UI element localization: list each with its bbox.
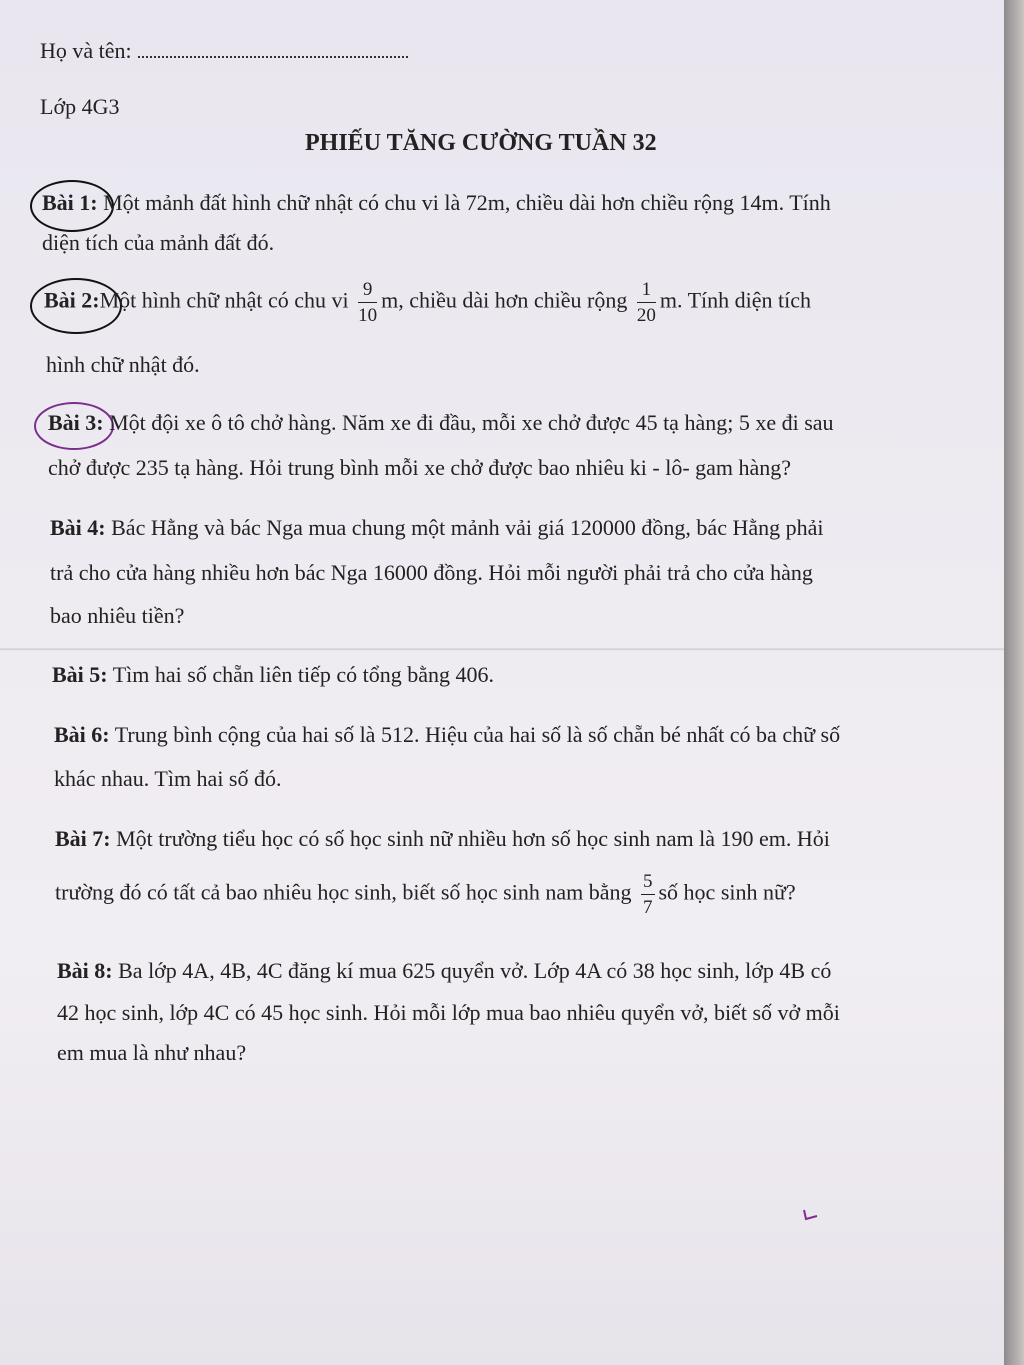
problem-7-line1 <box>55 826 830 852</box>
problem-2-line1 <box>44 280 811 325</box>
fraction-9-10: $\frac{9}{10}$ <box>358 279 378 326</box>
problem-6-text: Trung bình cộng của hai số là 512. Hiệu của hai số là số chẵn bé nhất có ba chữ số <box>114 722 841 747</box>
class-label: Lớp 4G3 <box>40 94 120 119</box>
problem-4-line2: trả cho cửa hàng nhiều hơn bác Nga 16000 đồng. Hỏi mỗi người phải trả cho cửa hàng <box>50 560 813 585</box>
problem-3-line1 <box>48 410 834 436</box>
problem-6-label: Bài 6: <box>54 722 110 747</box>
problem-4-line3: bao nhiêu tiền? <box>50 603 185 628</box>
problem-2-label: Bài 2: <box>44 287 100 313</box>
problem-3-text: Một đội xe ô tô chở hàng. Năm xe đi đầu, mỗi xe chở được 45 tạ hàng; 5 xe đi sau <box>109 410 834 435</box>
problem-4-line1 <box>50 515 823 541</box>
problem-6-line1 <box>54 722 840 748</box>
problem-5-label: Bài 5: <box>52 662 108 687</box>
problem-8-line1 <box>57 958 831 984</box>
name-label: Họ và tên: <box>40 38 132 63</box>
problem-7-label: Bài 7: <box>55 826 111 851</box>
problem-6-line2: khác nhau. Tìm hai số đó. <box>54 766 282 791</box>
problem-5-line1 <box>52 662 494 688</box>
problem-3-label: Bài 3: <box>48 410 104 435</box>
problem-2-text-a: Một hình chữ nhật có chu vi <box>99 287 349 313</box>
name-blank <box>138 40 408 58</box>
problem-1-label: Bài 1: <box>42 190 98 215</box>
paper-fold <box>0 648 1004 651</box>
problem-1-line1 <box>42 190 831 216</box>
problem-2-text-c: m. Tính diện tích <box>659 287 811 313</box>
problem-2-text-b: m, chiều dài hơn chiều rộng <box>381 287 628 313</box>
name-row <box>40 38 408 64</box>
page-title: PHIẾU TĂNG CƯỜNG TUẦN 32 <box>305 130 657 156</box>
paper-edge-shadow <box>1004 0 1024 1365</box>
problem-1-line2: diện tích của mảnh đất đó. <box>42 230 275 255</box>
problem-7-text-a: trường đó có tất cả bao nhiêu học sinh, biết số học sinh nam bằng <box>55 879 632 905</box>
problem-8-text: Ba lớp 4A, 4B, 4C đăng kí mua 625 quyển vở. Lớp 4A có 38 học sinh, lớp 4B có <box>118 958 832 983</box>
problem-1-text: Một mảnh đất hình chữ nhật có chu vi là 72m, chiều dài hơn chiều rộng 14m. Tính <box>103 190 831 215</box>
problem-7-text: Một trường tiểu học có số học sinh nữ nhiều hơn số học sinh nam là 190 em. Hỏi <box>116 826 830 851</box>
pen-mark <box>800 1208 822 1222</box>
fraction-5-7: $\frac{5}{7}$ <box>643 871 653 918</box>
problem-8-label: Bài 8: <box>57 958 113 983</box>
problem-8-line2: 42 học sinh, lớp 4C có 45 học sinh. Hỏi mỗi lớp mua bao nhiêu quyển vở, biết số vở mỗi <box>57 1000 840 1025</box>
problem-3-line2: chở được 235 tạ hàng. Hỏi trung bình mỗi xe chở được bao nhiêu ki - lô- gam hàng? <box>48 455 792 480</box>
problem-2-line2: hình chữ nhật đó. <box>46 352 200 377</box>
fraction-1-20: $\frac{1}{20}$ <box>636 279 656 326</box>
problem-4-text: Bác Hằng và bác Nga mua chung một mảnh vải giá 120000 đồng, bác Hằng phải <box>111 515 824 540</box>
problem-5-text: Tìm hai số chẵn liên tiếp có tổng bằng 406. <box>112 662 494 687</box>
problem-7-text-b: số học sinh nữ? <box>658 879 796 905</box>
problem-8-line3: em mua là như nhau? <box>57 1040 247 1065</box>
problem-7-line2 <box>55 872 796 917</box>
problem-4-label: Bài 4: <box>50 515 106 540</box>
